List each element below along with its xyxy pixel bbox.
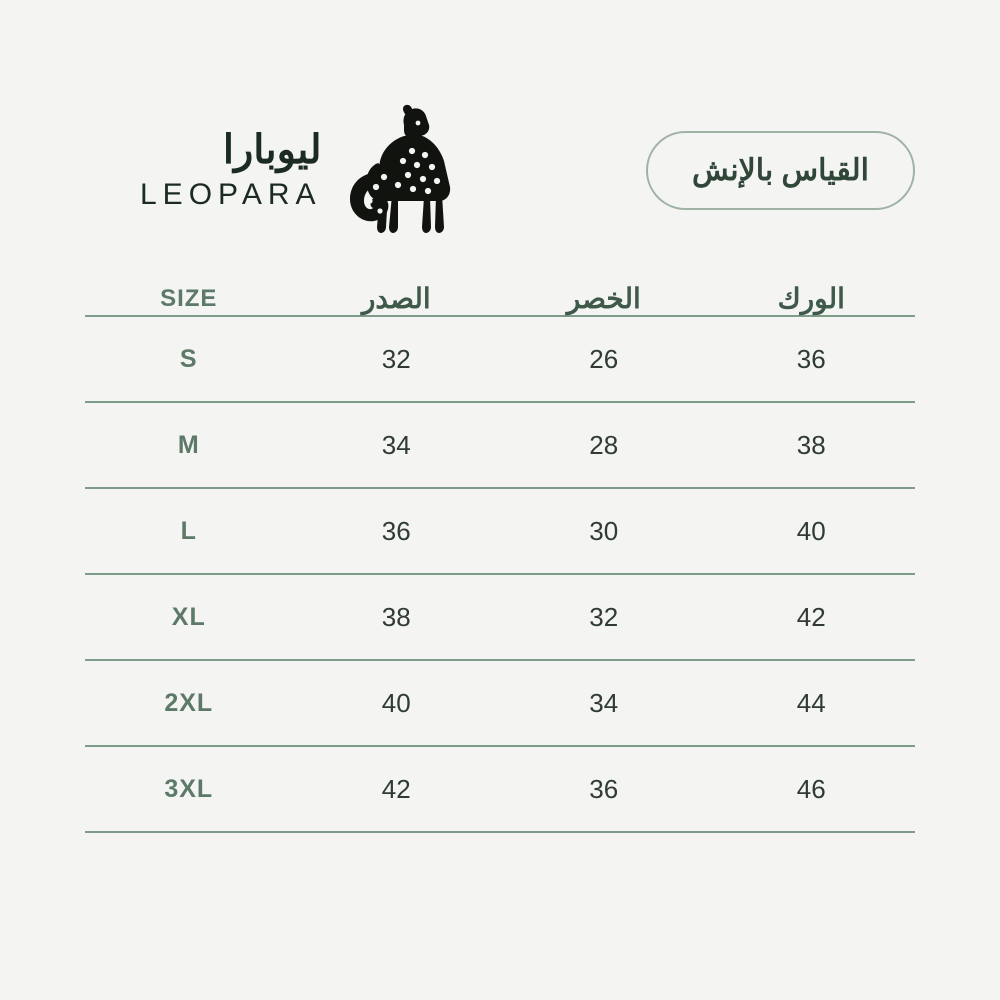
cell-size: S xyxy=(85,316,293,402)
cell-chest: 38 xyxy=(293,574,501,660)
size-table-wrapper xyxy=(85,282,915,833)
cell-size: 3XL xyxy=(85,746,293,832)
cell-chest: 34 xyxy=(293,402,501,488)
table-row xyxy=(85,488,915,574)
unit-badge: القياس بالإنش xyxy=(646,131,915,210)
size-table xyxy=(85,282,915,833)
column-header-size: SIZE xyxy=(160,284,218,312)
cell-waist: 36 xyxy=(500,746,708,832)
table-row xyxy=(85,316,915,402)
cell-hips: 36 xyxy=(708,316,916,402)
cell-waist: 26 xyxy=(500,316,708,402)
brand-logo xyxy=(140,103,490,238)
cell-waist: 32 xyxy=(500,574,708,660)
brand-name-arabic: ليوبارا xyxy=(222,128,322,172)
cell-size: 2XL xyxy=(85,660,293,746)
table-row xyxy=(85,660,915,746)
cell-waist: 30 xyxy=(500,488,708,574)
cell-size: XL xyxy=(85,574,293,660)
table-body xyxy=(85,316,915,832)
header xyxy=(85,100,915,240)
cell-hips: 40 xyxy=(708,488,916,574)
cell-hips: 42 xyxy=(708,574,916,660)
table-row xyxy=(85,574,915,660)
table-header xyxy=(85,282,915,316)
cell-size: M xyxy=(85,402,293,488)
cell-chest: 42 xyxy=(293,746,501,832)
cell-chest: 32 xyxy=(293,316,501,402)
header-row xyxy=(85,282,915,316)
column-header-waist: الخصر xyxy=(566,283,641,314)
cell-waist: 34 xyxy=(500,660,708,746)
cell-size: L xyxy=(85,488,293,574)
cell-waist: 28 xyxy=(500,402,708,488)
cell-chest: 36 xyxy=(293,488,501,574)
cell-hips: 38 xyxy=(708,402,916,488)
cell-chest: 40 xyxy=(293,660,501,746)
brand-text xyxy=(140,130,322,210)
column-header-chest: الصدر xyxy=(361,283,431,314)
brand-name-english: LEOPARA xyxy=(140,178,322,211)
table-row xyxy=(85,402,915,488)
leopard-icon xyxy=(340,103,490,238)
table-row xyxy=(85,746,915,832)
column-header-hips: الورك xyxy=(777,283,845,314)
cell-hips: 44 xyxy=(708,660,916,746)
cell-hips: 46 xyxy=(708,746,916,832)
